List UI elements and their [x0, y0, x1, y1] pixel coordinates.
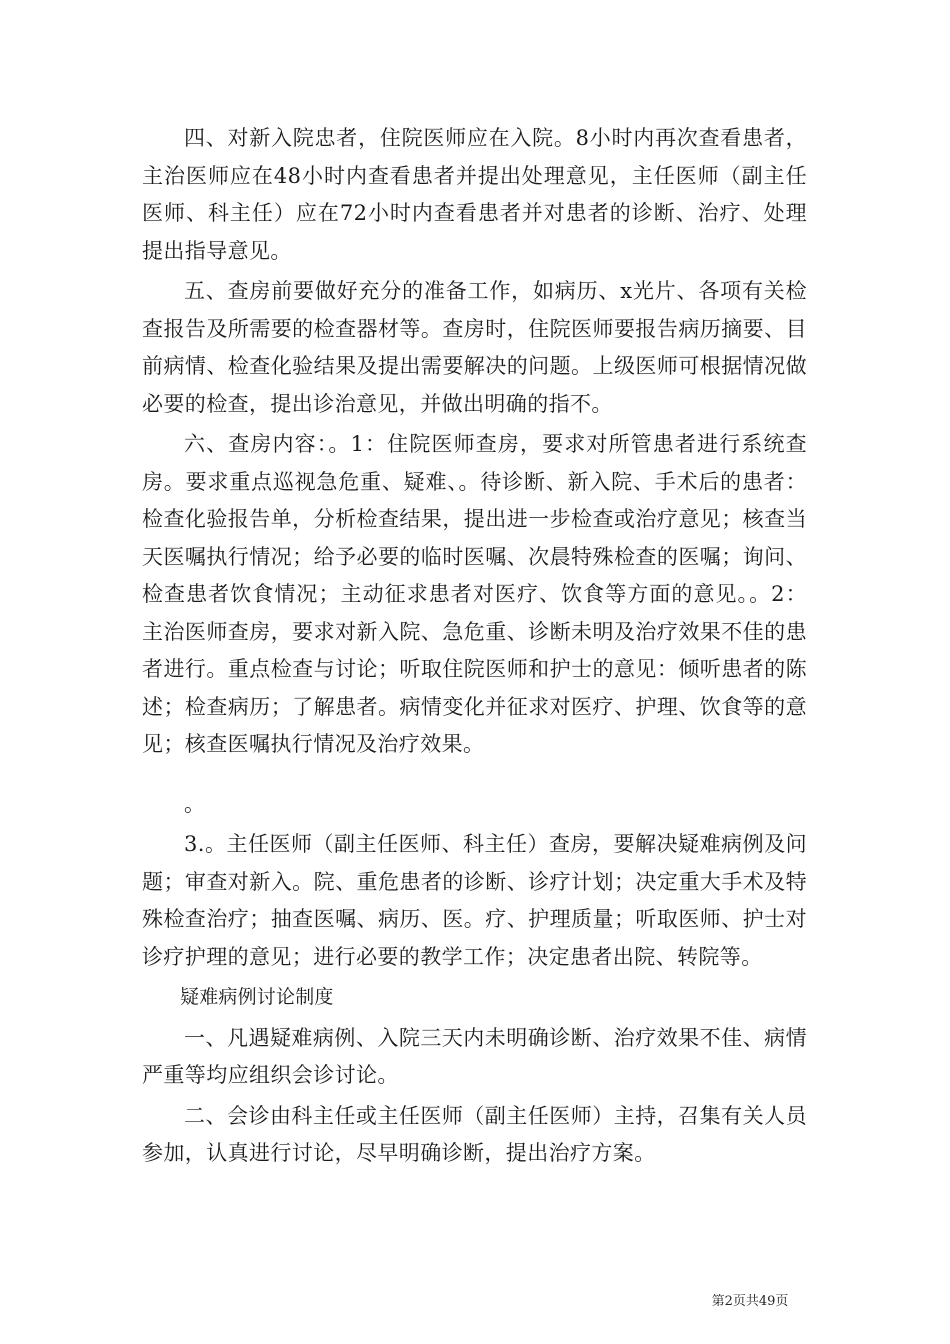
- paragraph-rule-6-3: 3.。主任医师（副主任医师、科主任）查房，要解决疑难病例及问题；审查对新入。院、重危患者的诊断、诊疗计划；决定重大手术及特殊检查治疗；抽查医嘱、病历、医。疗、护理质量；听取医师、护士对诊疗护理的意见；进行必要的教学工作；决定患者出院、转院等。: [142, 832, 807, 969]
- paragraph-rule-4: 四、对新入院忠者，住院医师应在入院。8小时内再次查看患者，主治医师应在48小时内查看患者并提出处理意见，主任医师（副主任医师、科主任）应在72小时内查看患者并对患者的诊断、治疗、处理提出指导意见。: [142, 126, 807, 263]
- section-heading: 疑难病例讨论制度: [180, 986, 334, 1008]
- paragraph-rule-6: 六、查房内容：。1：住院医师查房，要求对所管患者进行系统查房。要求重点巡视急危重、疑难、。待诊断、新入院、手术后的患者：检查化验报告单，分析检查结果，提出进一步检查或治疗意见；核查当天医嘱执行情况；给予必要的临时医嘱、次晨特殊检查的医嘱；询问、检查患者饮食情况；主动征求患者对医疗、饮食等方面的意见。。2：主治医师查房，要求对新入院、急危重、诊断未明及治疗效果不佳的患者进行。重点检查与讨论；听取住院医师和护士的意见：倾听患者的陈述；检查病历；了解患者。病情变化并征求对医疗、护理、饮食等的意见；核查医嘱执行情况及治疗效果。: [142, 432, 807, 756]
- document-body: [142, 120, 807, 1176]
- page-number: 第2页共49页: [711, 1294, 789, 1309]
- paragraph-rule-5: 五、查房前要做好充分的准备工作，如病历、x光片、各项有关检查报告及所需要的检查器材等。查房时，住院医师要报告病历摘要、目前病情、检查化验结果及提出需要解决的问题。上级医师可根据情况做必要的检查，提出诊治意见，并做出明确的指不。: [142, 279, 807, 416]
- paragraph-discussion-2: 二、会诊由科主任或主任医师（副主任医师）主持，召集有关人员参加，认真进行讨论，尽早明确诊断，提出治疗方案。: [142, 1103, 807, 1165]
- paragraph-separator: 。: [184, 791, 206, 816]
- paragraph-discussion-1: 一、凡遇疑难病例、入院三天内未明确诊断、治疗效果不佳、病情严重等均应组织会诊讨论。: [142, 1025, 807, 1087]
